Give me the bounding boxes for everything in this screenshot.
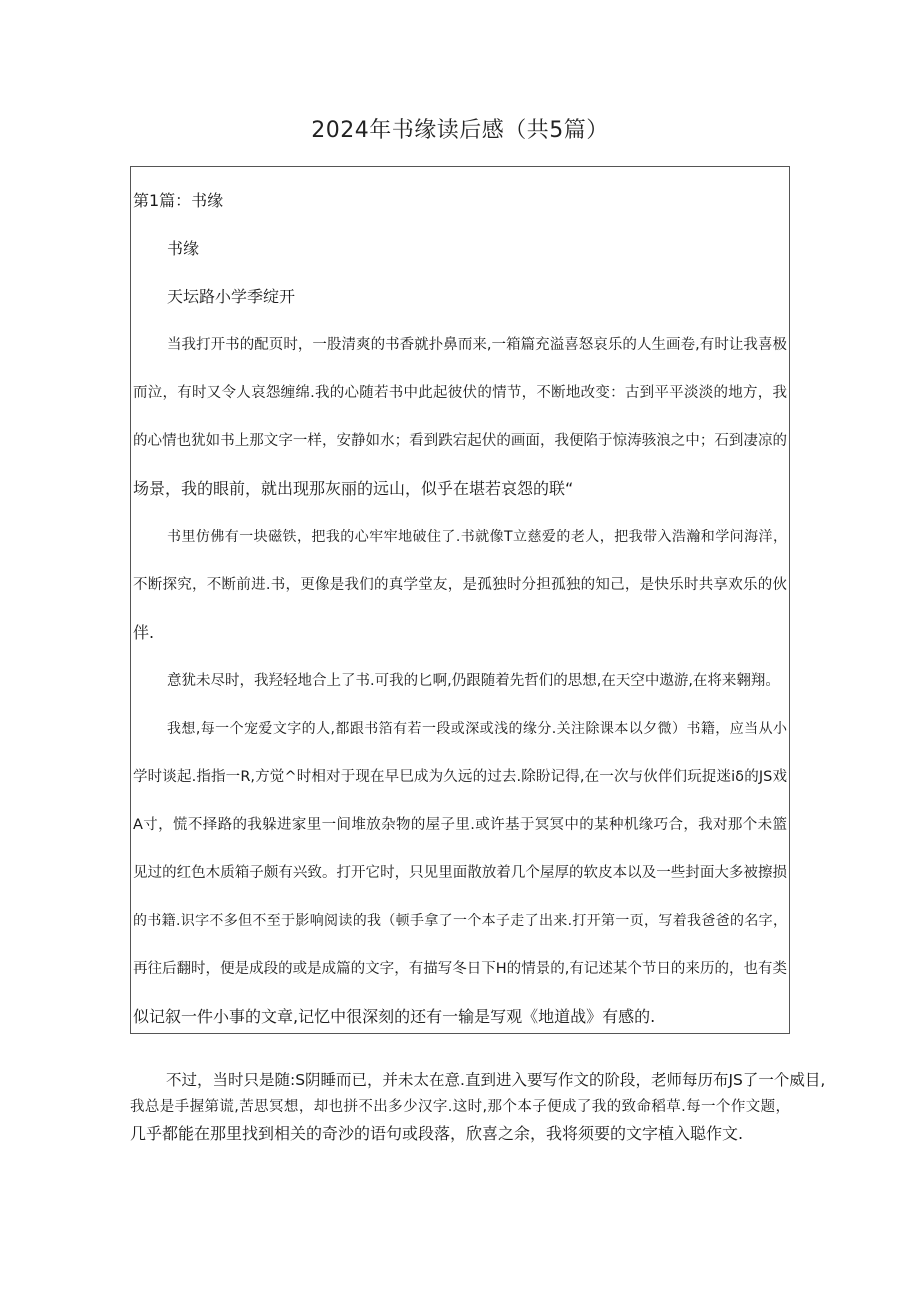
text-line: 见过的红色木质箱子颇有兴致。打开它时，只见里面散放着几个屋厚的软皮本以及一些封面大多被擦损 <box>133 865 787 881</box>
text-line: 似记叙一件小事的文章,记忆中很深刻的还有一输是写观《地道战》有感的. <box>133 1007 656 1026</box>
text-line: 不过，当时只是随:S阴睡而已，并未太在意.直到进入要写作文的阶段，老师每历布JS了一个威目, <box>166 1071 826 1089</box>
section-title: 书缘 <box>167 239 200 258</box>
chapter-heading: 第1篇：书缘 <box>133 191 224 210</box>
text-line: 书里仿佛有一块磁铁，把我的心牢牢地破住了.书就像T立慈爱的老人，把我带入浩瀚和学问海洋， <box>167 529 787 545</box>
text-line: 场景，我的眼前，就出现那灰丽的远山，似乎在堪若哀怨的联“ <box>133 479 574 498</box>
document-title: 2024年书缘读后感（共5篇） <box>311 118 609 143</box>
text-line: 几乎都能在那里找到相关的奇沙的语句或段落，欣喜之余，我将须要的文字植入聪作文. <box>130 1124 744 1143</box>
text-line: 的书籍.识字不多但不至于影响阅读的我（顿手拿了一个本子走了出来.打开第一页，写着我爸爸的名字， <box>133 913 787 929</box>
text-line: 我想,每一个宠爱文字的人,都跟书箔有若一段或深或浅的缘分.关注除课本以夕微）书籍，应当从小 <box>167 721 787 737</box>
text-line: 学时谈起.指指一R,方觉^时相对于现在早巳成为久远的过去.除盼记得,在一次与伙伴们玩捉迷iδ的JS戏 <box>133 769 787 785</box>
text-line: 意犹未尽时，我羟轻地合上了书.可我的匕啊,仍跟随着先哲们的思想,在天空中遨游,在将来翱翔。 <box>167 673 780 689</box>
text-line: 而泣，有时又令人哀怨缠绵.我的心随若书中此起彼伏的情节，不断地改变：古到平平淡淡的地方，我 <box>133 385 787 401</box>
text-line: 伴. <box>133 623 155 642</box>
author-line: 天坛路小学季绽开 <box>167 287 296 306</box>
text-line: A寸，慌不择路的我躲进家里一间堆放杂物的屋子里.或许基于冥冥中的某种机缘巧合，我对那个未篮 <box>133 817 787 833</box>
text-line: 再往后翻时，便是成段的或是成篇的文字，有描写冬日下H的情景的,有记述某个节日的来历的，也有类 <box>133 961 787 977</box>
text-line: 当我打开书的配页时，一股清爽的书香就扑鼻而来,一箱篇充溢喜怒哀乐的人生画卷,有时让我喜极 <box>167 337 787 353</box>
text-line: 的心情也犹如书上那文字一样，安静如水；看到跌宕起伏的画面，我便陷于惊涛骇浪之中；石到凄凉的 <box>133 433 787 449</box>
text-line: 我总是手握第谎,苦思冥想，却也拼不出多少汉字.这时,那个本子便成了我的致命稻草.每一个作文题， <box>130 1099 790 1115</box>
content-frame <box>130 166 790 1034</box>
text-line: 不断探究，不断前进.书，更像是我们的真学堂友，是孤独时分担孤独的知己，是快乐时共享欢乐的伙 <box>133 577 787 593</box>
